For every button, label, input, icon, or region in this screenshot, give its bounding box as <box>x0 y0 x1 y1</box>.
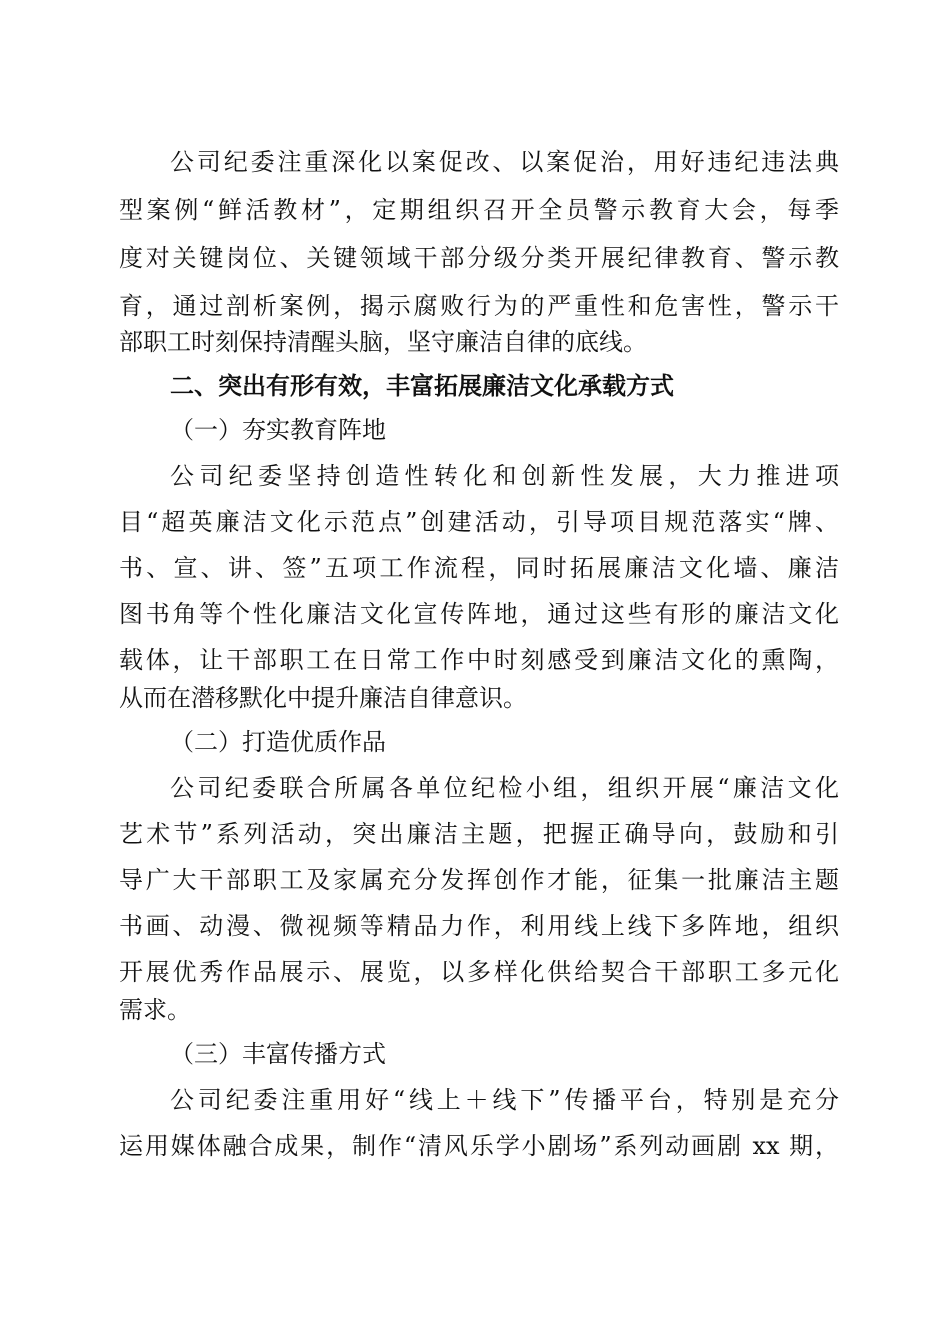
paragraph-line: 开展优秀作品展示、展览，以多样化供给契合干部职工多元化 <box>119 958 839 986</box>
paragraph-line: 公司纪委注重深化以案促改、以案促治，用好违纪违法典 <box>170 148 839 176</box>
paragraph-line: 从而在潜移默化中提升廉洁自律意识。 <box>119 684 527 712</box>
paragraph-line: 育，通过剖析案例，揭示腐败行为的严重性和危害性，警示干 <box>119 292 839 320</box>
paragraph-line: 公司纪委注重用好“线上＋线下”传播平台，特别是充分 <box>170 1086 839 1114</box>
subsection-title: （一）夯实教育阵地 <box>170 416 386 444</box>
paragraph-line: 导广大干部职工及家属充分发挥创作才能，征集一批廉洁主题 <box>119 866 839 894</box>
subsection-title: （二）打造优质作品 <box>170 728 386 756</box>
paragraph-line: 公司纪委坚持创造性转化和创新性发展，大力推进项 <box>170 462 839 490</box>
section-heading: 二、突出有形有效，丰富拓展廉洁文化承载方式 <box>170 372 674 400</box>
paragraph-line: 书、宣、讲、签”五项工作流程，同时拓展廉洁文化墙、廉洁 <box>119 554 839 582</box>
paragraph-line: 图书角等个性化廉洁文化宣传阵地，通过这些有形的廉洁文化 <box>119 600 839 628</box>
paragraph-line: 需求。 <box>119 996 191 1024</box>
paragraph-line: 部职工时刻保持清醒头脑，坚守廉洁自律的底线。 <box>119 328 647 356</box>
paragraph-line: 运用媒体融合成果，制作“清风乐学小剧场”系列动画剧 xx 期， <box>119 1132 839 1160</box>
paragraph-line: 公司纪委联合所属各单位纪检小组，组织开展“廉洁文化 <box>170 774 839 802</box>
paragraph-line: 目“超英廉洁文化示范点”创建活动，引导项目规范落实“牌、 <box>119 508 839 536</box>
paragraph-line: 载体，让干部职工在日常工作中时刻感受到廉洁文化的熏陶， <box>119 646 839 674</box>
subsection-title: （三）丰富传播方式 <box>170 1040 386 1068</box>
paragraph-line: 书画、动漫、微视频等精品力作，利用线上线下多阵地，组织 <box>119 912 839 940</box>
paragraph-line: 艺术节”系列活动，突出廉洁主题，把握正确导向，鼓励和引 <box>119 820 839 848</box>
paragraph-line: 度对关键岗位、关键领域干部分级分类开展纪律教育、警示教 <box>119 244 839 272</box>
paragraph-line: 型案例“鲜活教材”，定期组织召开全员警示教育大会，每季 <box>119 196 839 224</box>
